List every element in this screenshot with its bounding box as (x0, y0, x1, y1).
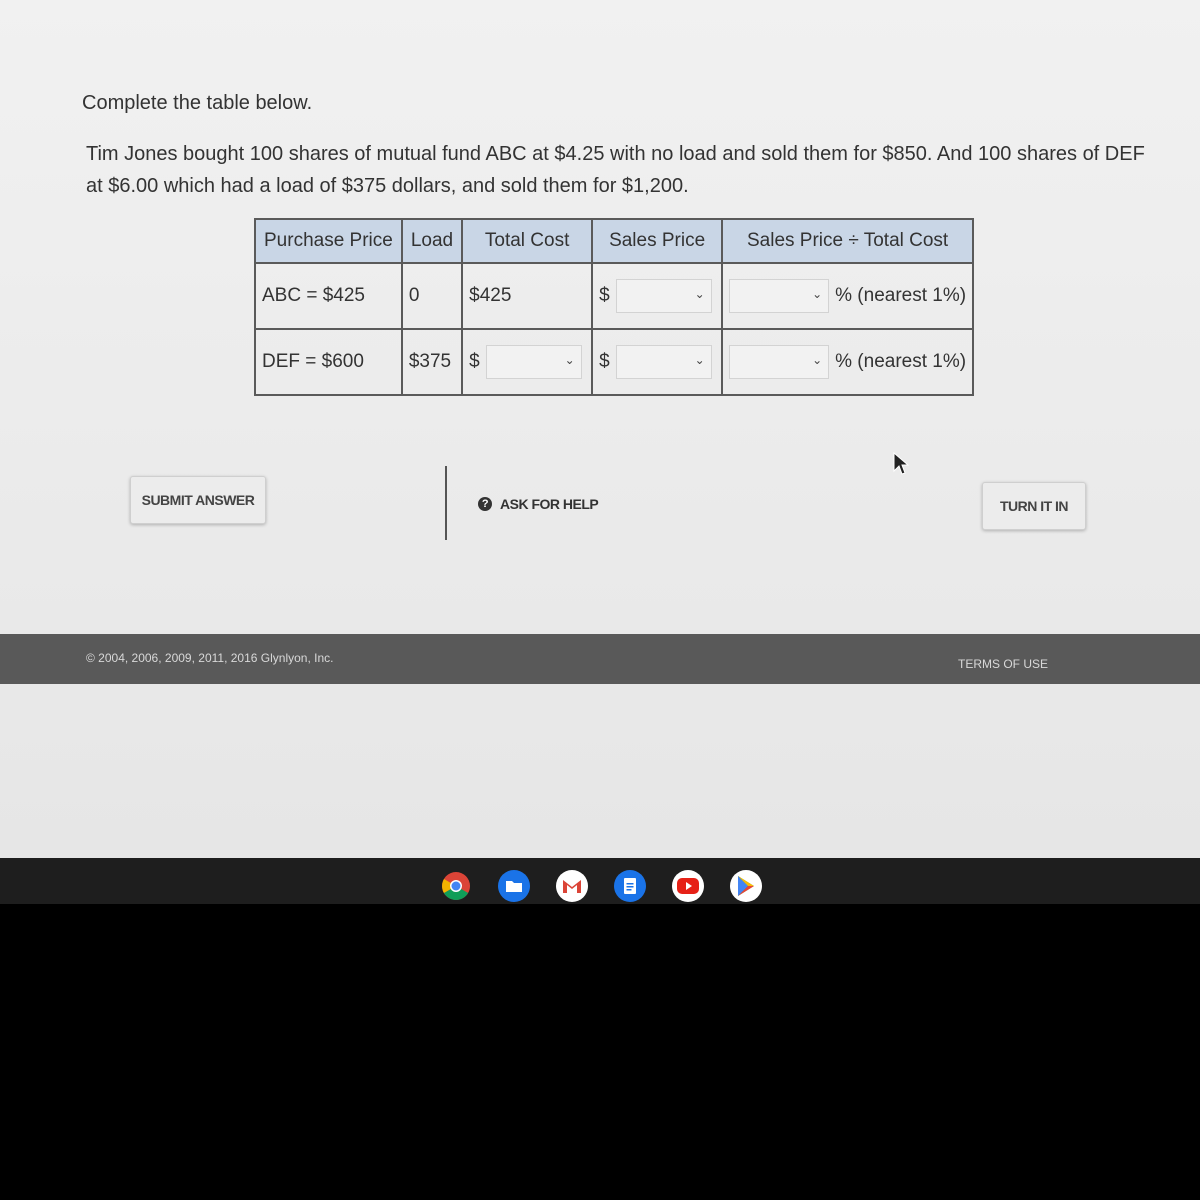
copyright-text: © 2004, 2006, 2009, 2011, 2016 Glynlyon, Inc. (86, 651, 334, 665)
answer-table (254, 218, 974, 396)
def-total-cost-prefix: $ (469, 351, 480, 372)
files-icon[interactable] (498, 870, 530, 902)
abc-sales-price-prefix: $ (599, 285, 610, 306)
chevron-down-icon: ⌄ (694, 353, 705, 367)
header-purchase-price: Purchase Price (255, 219, 402, 263)
question-icon: ? (478, 497, 492, 511)
chevron-down-icon: ⌄ (812, 353, 823, 367)
abc-ratio-cell (722, 263, 973, 329)
abc-ratio-suffix: % (nearest 1%) (835, 285, 967, 306)
terms-of-use-link[interactable]: TERMS OF USE (958, 657, 1049, 671)
instruction-heading: Complete the table below. (82, 92, 313, 114)
abc-sales-price-cell (592, 263, 722, 329)
chevron-down-icon: ⌄ (812, 287, 823, 301)
chrome-icon[interactable] (440, 870, 472, 902)
problem-text: Tim Jones bought 100 shares of mutual fund ABC at $4.25 with no load and sold them for $850. And 100 shares of DEF at $6.00 which had a load of $375 dollars, and sold them for $1,200. (86, 143, 1145, 197)
gmail-icon[interactable] (556, 870, 588, 902)
ask-for-help-label: ASK FOR HELP (500, 496, 599, 512)
header-sales-price: Sales Price (592, 219, 722, 263)
abc-load: 0 (402, 263, 462, 329)
def-total-cost-cell (462, 329, 592, 395)
table-header-row (255, 219, 973, 263)
turn-it-in-button[interactable]: TURN IT IN (982, 482, 1086, 530)
mouse-cursor-icon (893, 452, 909, 476)
table-row-def (255, 329, 973, 395)
header-total-cost: Total Cost (462, 219, 592, 263)
divider (445, 466, 447, 540)
header-ratio: Sales Price ÷ Total Cost (722, 219, 973, 263)
abc-sales-price-dropdown[interactable] (616, 279, 712, 313)
chevron-down-icon: ⌄ (564, 353, 575, 367)
def-purchase-price: DEF = $600 (255, 329, 402, 395)
page-footer (0, 634, 1200, 684)
table-row-abc (255, 263, 973, 329)
os-shelf (0, 858, 1200, 904)
def-ratio-suffix: % (nearest 1%) (835, 351, 967, 372)
def-total-cost-dropdown[interactable] (486, 345, 582, 379)
abc-purchase-price: ABC = $425 (255, 263, 402, 329)
def-sales-price-dropdown[interactable] (616, 345, 712, 379)
play-store-icon[interactable] (730, 870, 762, 902)
abc-ratio-dropdown[interactable] (729, 279, 829, 313)
youtube-icon[interactable] (672, 870, 704, 902)
def-ratio-cell (722, 329, 973, 395)
def-ratio-dropdown[interactable] (729, 345, 829, 379)
def-load: $375 (402, 329, 462, 395)
chevron-down-icon: ⌄ (694, 287, 705, 301)
docs-icon[interactable] (614, 870, 646, 902)
def-sales-price-cell (592, 329, 722, 395)
ask-for-help-link[interactable] (478, 496, 598, 512)
abc-total-cost: $425 (462, 263, 592, 329)
def-sales-price-prefix: $ (599, 351, 610, 372)
submit-answer-button[interactable]: SUBMIT ANSWER (130, 476, 266, 524)
header-load: Load (402, 219, 462, 263)
